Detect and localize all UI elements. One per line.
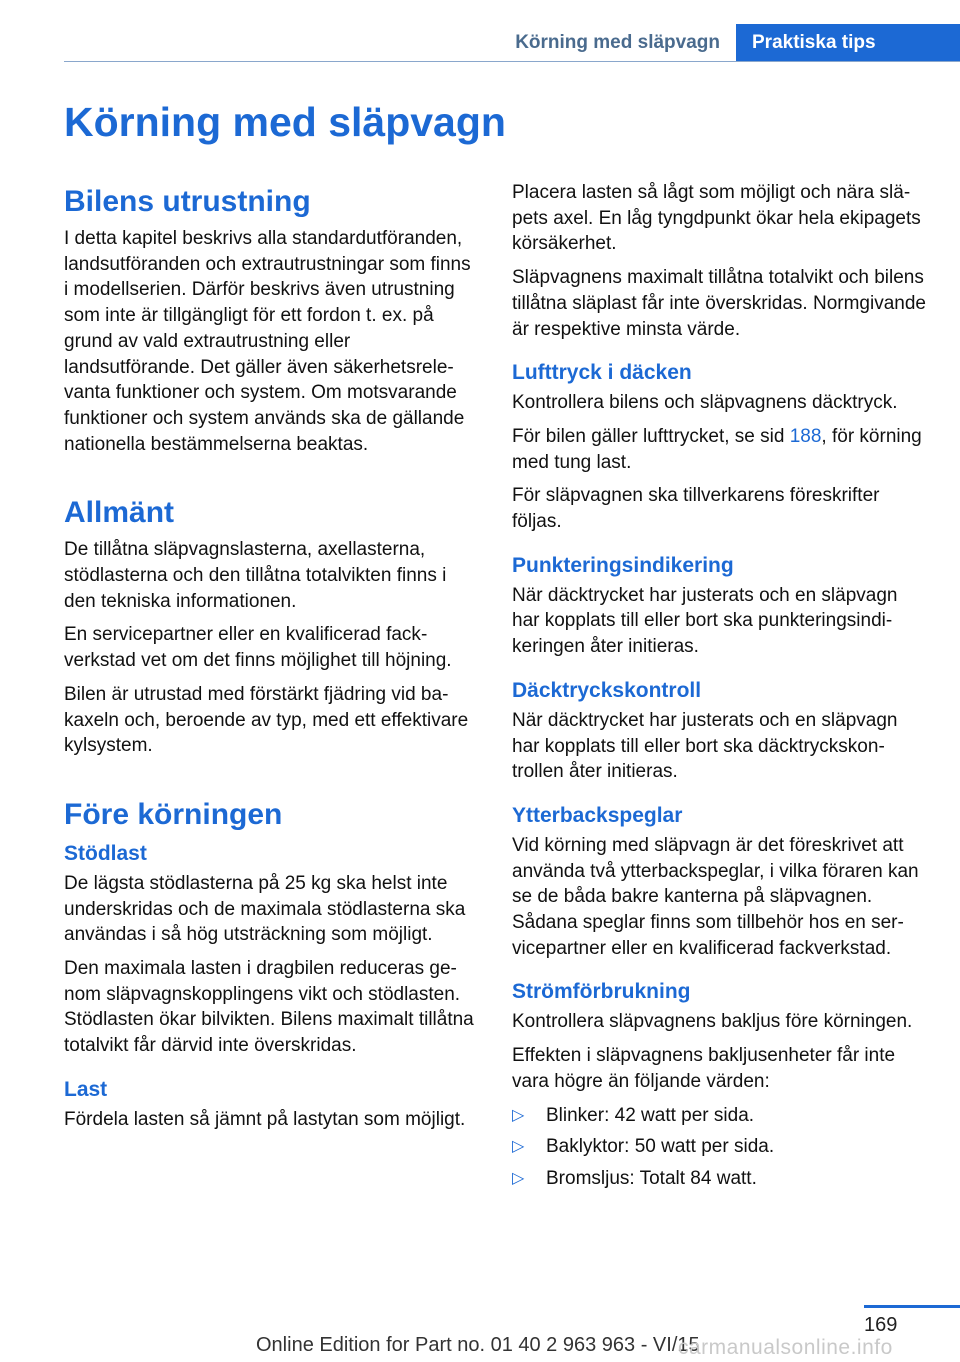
paragraph-dacktryck: När däcktrycket har justerats och en släpvagn har kopplats till eller bort ska däcktryckskontrollen åter initieras. bbox=[512, 709, 898, 783]
paragraph-punktering: När däcktrycket har justerats och en släpvagn har kopplats till eller bort ska punkteringsindikeringen åter initieras. bbox=[512, 584, 898, 658]
heading-dacktryckskontroll: Däcktryckskontroll bbox=[512, 678, 702, 702]
paragraph-placera: Placera lasten så lågt som möjligt och nära släpets axel. En låg tyngdpunkt ökar hela ekipagets körsäkerhet. bbox=[512, 182, 921, 255]
lufttryck-text-start: För bilen gäller lufttrycket, se sid bbox=[512, 425, 790, 447]
footer-accent-line bbox=[864, 1305, 960, 1308]
list-item-text: Blinker: 42 watt per sida. bbox=[546, 1104, 755, 1126]
paragraph-strom-1: Kontrollera släpvagnens bakljus före körningen. bbox=[512, 1011, 913, 1033]
paragraph-allmant-2: En servicepartner eller en kvalificerad fackverkstad vet om det finns möjlighet till höjning. bbox=[64, 624, 452, 672]
heading-punkteringsindikering: Punkteringsindikering bbox=[512, 553, 734, 577]
paragraph-lufttryck-1: Kontrollera bilens och släpvagnens däcktryck. bbox=[512, 392, 898, 414]
heading-ytterbackspeglar: Ytterbackspeglar bbox=[512, 803, 683, 827]
paragraph-ytter: Vid körning med släpvagn är det föreskrivet att använda två ytterbackspeglar, i vilka föraren kan se de båda bakre kanterna på släpvagnen. Sådana speglar finns som tillbehör hos en servicepartner eller en kvalificerad fackverkstad. bbox=[512, 834, 919, 959]
page-reference-link[interactable]: 188 bbox=[789, 425, 822, 447]
bullet-triangle-icon: ▷ bbox=[512, 1106, 525, 1124]
paragraph-stodlast-1: De lägsta stödlasterna på 25 kg ska helst inte underskridas och de maximala stödlasterna ska användas i så hög utsträckning som möjligt. bbox=[64, 872, 466, 946]
list-item bbox=[512, 1134, 930, 1160]
list-item-text: Baklyktor: 50 watt per sida. bbox=[546, 1136, 775, 1158]
header-section-title: Körning med släpvagn bbox=[515, 32, 720, 53]
heading-stodlast: Stödlast bbox=[64, 841, 147, 865]
paragraph-last: Fördela lasten så jämnt på lastytan som möjligt. bbox=[64, 1108, 466, 1130]
right-column bbox=[512, 180, 930, 1198]
paragraph-totalvikt: Släpvagnens maximalt tillåtna totalvikt och bilens tillåtna släplast får inte överskridas. Normgivande är respektive minsta värde. bbox=[512, 267, 926, 340]
heading-allmant: Allmänt bbox=[64, 496, 175, 530]
header-chapter-tab: Praktiska tips bbox=[736, 24, 960, 62]
paragraph-allmant-3: Bilen är utrustad med förstärkt fjädring vid bakaxeln och, beroende av typ, med ett effektivare kylsystem. bbox=[64, 683, 469, 757]
left-column bbox=[64, 180, 478, 1141]
list-item-text: Bromsljus: Totalt 84 watt. bbox=[546, 1167, 757, 1189]
list-item bbox=[512, 1166, 930, 1192]
heading-fore-korningen: Före körningen bbox=[64, 797, 283, 831]
paragraph-utrustning: I detta kapitel beskrivs alla standardutföranden, landsutföranden och extrautrustningar som finns i modellserien. Därför beskrivs även utrustning som inte är tillgängligt för ett fordon t. ex. på grund av vald extrautrustning eller landsutförande. Det gäller även säkerhetsrelevanta funktioner och system. Om motsvarande funktioner och system används ska de gällande nationella bestämmelserna beaktas. bbox=[64, 228, 471, 455]
header-divider bbox=[64, 61, 960, 62]
paragraph-lufttryck-2 bbox=[512, 424, 930, 475]
paragraph-stodlast-2: Den maximala lasten i dragbilen reduceras genom släpvagnskopplingens vikt och stödlasten. Stödlasten ökar bilvikten. Bilens maximalt tillåtna totalvikt får därvid inte överskridas. bbox=[64, 958, 474, 1057]
paragraph-strom-2: Effekten i släpvagnens bakljusenheter får inte vara högre än följande värden: bbox=[512, 1045, 896, 1092]
wattage-list bbox=[512, 1103, 930, 1192]
list-item bbox=[512, 1103, 930, 1129]
heading-lufttryck: Lufttryck i däcken bbox=[512, 361, 692, 385]
watermark-text: carmanualsonline.info bbox=[678, 1336, 893, 1359]
page-header bbox=[0, 0, 960, 62]
page-title: Körning med släpvagn bbox=[64, 99, 506, 145]
paragraph-lufttryck-3: För släpvagnen ska tillverkarens föreskrifter följas. bbox=[512, 485, 880, 533]
footer-edition-text: Online Edition for Part no. 01 40 2 963 963 - VI/15 bbox=[256, 1334, 700, 1356]
bullet-triangle-icon: ▷ bbox=[512, 1138, 525, 1156]
paragraph-allmant-1: De tillåtna släpvagnslasterna, axellasterna, stödlasterna och den tillåtna totalvikten finns i den tekniska informationen. bbox=[64, 539, 447, 612]
heading-bilens-utrustning: Bilens utrustning bbox=[64, 185, 311, 218]
page-number: 169 bbox=[864, 1314, 898, 1336]
lufttryck-text-end: , för körning med tung last. bbox=[512, 425, 922, 473]
heading-last: Last bbox=[64, 1077, 108, 1101]
heading-stromforbrukning: Strömförbrukning bbox=[512, 980, 691, 1004]
bullet-triangle-icon: ▷ bbox=[512, 1169, 525, 1187]
